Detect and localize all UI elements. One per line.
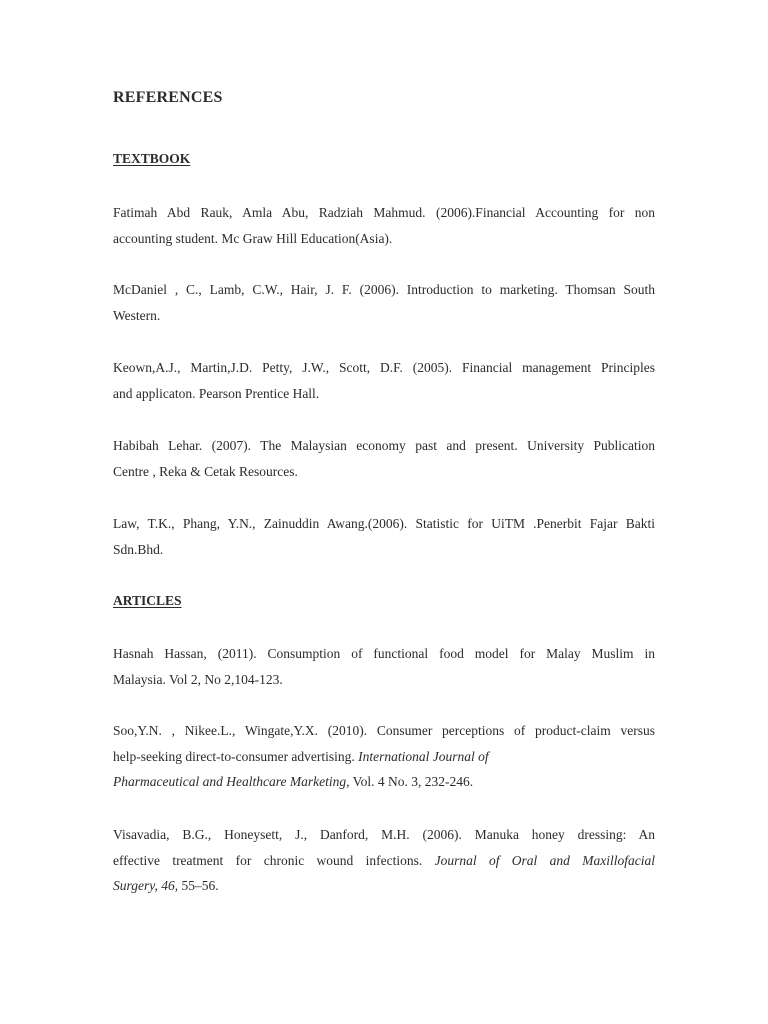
reference-text: help-seeking direct-to-consumer advertising. <box>113 748 359 764</box>
reference-line <box>113 848 655 874</box>
reference-text: 55–56. <box>178 878 219 893</box>
journal-title: Pharmaceutical and Healthcare Marketing, <box>113 774 350 789</box>
reference-line: Keown,A.J., Martin,J.D. Petty, J.W., Scott, D.F. (2005). Financial management Principles <box>113 360 655 375</box>
reference-line: Hasnah Hassan, (2011). Consumption of functional food model for Malay Muslim in <box>113 646 655 661</box>
section-heading-textbook: TEXTBOOK <box>113 151 191 166</box>
section-heading-articles: ARTICLES <box>113 593 182 608</box>
reference-line: and applicaton. Pearson Prentice Hall. <box>113 385 320 401</box>
reference-text: effective treatment for chronic wound infections. <box>113 852 435 868</box>
reference-line: Fatimah Abd Rauk, Amla Abu, Radziah Mahmud. (2006).Financial Accounting for non <box>113 205 655 220</box>
reference-line: Centre , Reka & Cetak Resources. <box>113 463 298 479</box>
reference-line: Habibah Lehar. (2007). The Malaysian economy past and present. University Publication <box>113 438 655 453</box>
reference-entry <box>113 511 655 562</box>
reference-line: Western. <box>113 307 161 323</box>
reference-line: Law, T.K., Phang, Y.N., Zainuddin Awang.(2006). Statistic for UiTM .Penerbit Fajar Bakti <box>113 516 655 531</box>
reference-line <box>113 873 655 899</box>
reference-line: Malaysia. Vol 2, No 2,104-123. <box>113 671 283 687</box>
journal-title: Journal of Oral and Maxillofacial <box>434 852 655 868</box>
reference-line: Visavadia, B.G., Honeysett, J., Danford, M.H. (2006). Manuka honey dressing: An <box>113 827 655 842</box>
reference-entry <box>113 277 655 328</box>
reference-line <box>113 744 655 770</box>
reference-entry <box>113 355 655 406</box>
reference-entry <box>113 641 655 692</box>
reference-entry <box>113 200 655 251</box>
reference-entry <box>113 822 655 899</box>
reference-entry <box>113 433 655 484</box>
journal-title: Surgery, 46, <box>113 878 179 893</box>
reference-text: Vol. 4 No. 3, 232-246. <box>349 774 474 789</box>
reference-entry <box>113 718 655 795</box>
reference-line: Soo,Y.N. , Nikee.L., Wingate,Y.X. (2010). Consumer perceptions of product-claim versus <box>113 723 655 738</box>
journal-title: International Journal of <box>358 748 489 764</box>
page-title: REFERENCES <box>113 89 223 106</box>
reference-line: McDaniel , C., Lamb, C.W., Hair, J. F. (2006). Introduction to marketing. Thomsan South <box>113 282 655 297</box>
reference-line: accounting student. Mc Graw Hill Education(Asia). <box>113 230 393 246</box>
reference-line <box>113 769 655 795</box>
reference-line: Sdn.Bhd. <box>113 541 164 557</box>
